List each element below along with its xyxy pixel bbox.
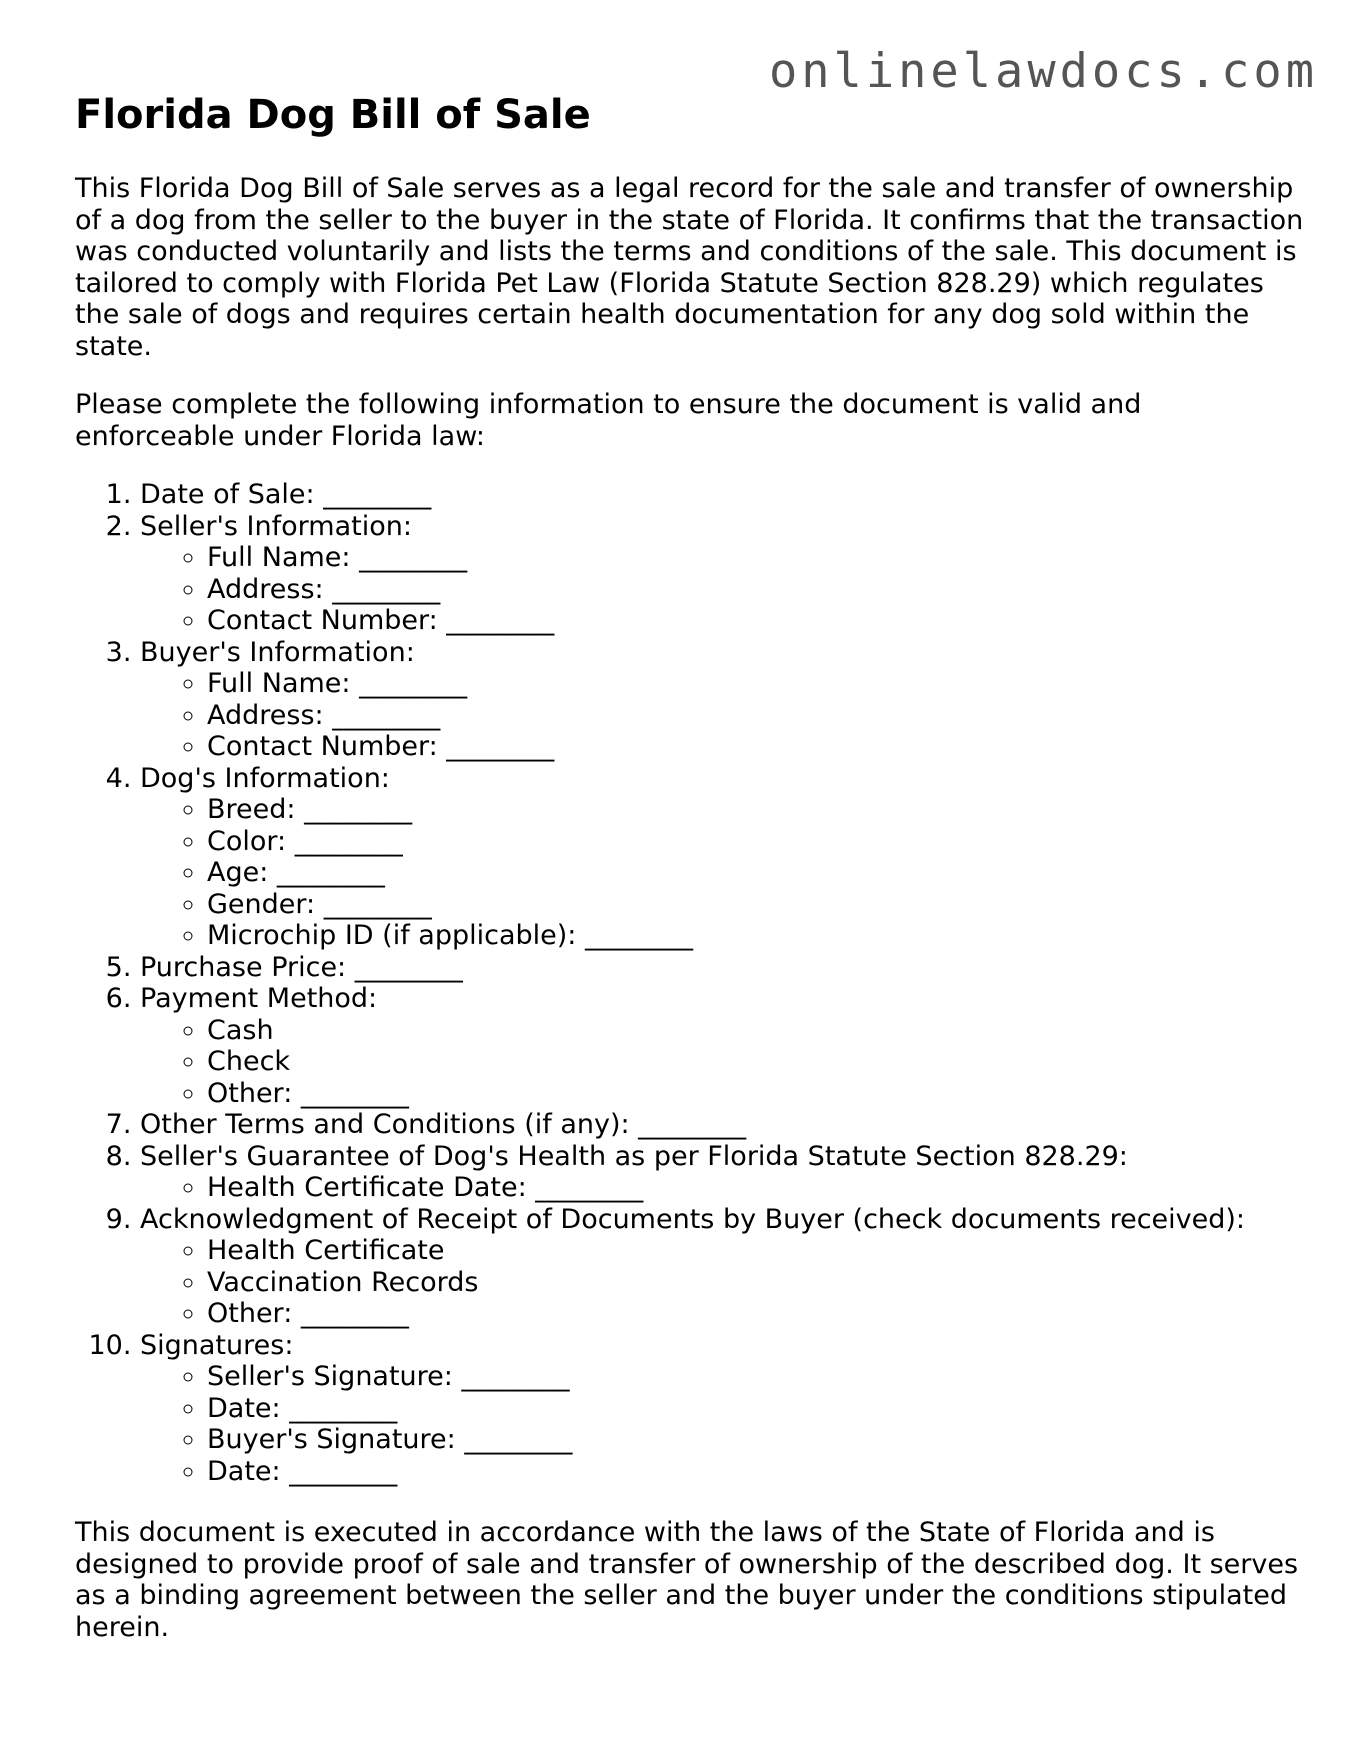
- sub-list-item: ◦ Breed: ________: [207, 794, 1305, 826]
- list-item: [140, 983, 1305, 1109]
- sub-list-item: ◦ Date: ________: [207, 1456, 1305, 1488]
- sub-list-item: ◦ Contact Number: ________: [207, 605, 1305, 637]
- sub-list-item: ◦ Vaccination Records: [207, 1267, 1305, 1299]
- item-label: Acknowledgment of Receipt of Documents by Buyer (check documents received):: [140, 1203, 1246, 1235]
- sub-list-item: ◦ Cash: [207, 1015, 1305, 1047]
- sub-list-item: ◦ Health Certificate Date: ________: [207, 1172, 1305, 1204]
- item-label: Purchase Price: ________: [140, 951, 463, 983]
- list-item: [140, 479, 1305, 511]
- item-label: Buyer's Information:: [140, 636, 415, 668]
- sub-list-item: ◦ Address: ________: [207, 574, 1305, 606]
- sub-list-item: ◦ Full Name: ________: [207, 542, 1305, 574]
- sub-list: [140, 542, 1305, 637]
- item-label: Other Terms and Conditions (if any): ________: [140, 1109, 747, 1140]
- sub-list: [140, 1235, 1305, 1330]
- item-label: Seller's Information:: [140, 510, 412, 542]
- site-watermark: onlinelawdocs.com: [768, 44, 1318, 99]
- sub-list-item: ◦ Other: ________: [207, 1298, 1305, 1330]
- item-label: Seller's Guarantee of Dog's Health as per Florida Statute Section 828.29:: [140, 1140, 1128, 1172]
- sub-list-item: ◦ Check: [207, 1046, 1305, 1078]
- sub-list: [140, 1361, 1305, 1487]
- closing-paragraph: This document is executed in accordance with the laws of the State of Florida and is designed to provide proof of sale and transfer of ownership of the described dog. It serves as a binding agreement between the seller and the buyer under the conditions stipulated herein.: [75, 1517, 1299, 1643]
- item-label: Dog's Information:: [140, 762, 390, 794]
- sub-list-item: ◦ Seller's Signature: ________: [207, 1361, 1305, 1393]
- sub-list: [140, 1015, 1305, 1110]
- instructions-paragraph: Please complete the following information to ensure the document is valid and enforceable under Florida law:: [75, 389, 1142, 452]
- sub-list: [140, 794, 1305, 952]
- sub-list-item: ◦ Other: ________: [207, 1078, 1305, 1110]
- sub-list-item: ◦ Microchip ID (if applicable): ________: [207, 920, 1305, 952]
- list-item: [140, 1204, 1305, 1330]
- sub-list-item: ◦ Age: ________: [207, 857, 1305, 889]
- sub-list: [140, 1172, 1305, 1204]
- sub-list-item: ◦ Address: ________: [207, 700, 1305, 732]
- sub-list-item: ◦ Gender: ________: [207, 889, 1305, 921]
- list-item: [140, 511, 1305, 637]
- sub-list-item: ◦ Date: ________: [207, 1393, 1305, 1425]
- item-label: Payment Method:: [140, 983, 378, 1014]
- item-label: Date of Sale: ________: [140, 479, 432, 510]
- sub-list: [140, 668, 1305, 763]
- list-item: [140, 763, 1305, 952]
- sub-list-item: ◦ Contact Number: ________: [207, 731, 1305, 763]
- document-body: [75, 90, 1305, 1670]
- item-label: Signatures:: [140, 1329, 294, 1361]
- list-item: [140, 637, 1305, 763]
- intro-paragraph: This Florida Dog Bill of Sale serves as a legal record for the sale and transfer of ownership of a dog from the seller to the buyer in the state of Florida. It confirms that the transaction was conducted voluntarily and lists the terms and conditions of the sale. This document is tailored to comply with Florida Pet Law (Florida Statute Section 828.29) which regulates the sale of dogs and requires certain health documentation for any dog sold within the state.: [75, 173, 1304, 362]
- list-item: [140, 1141, 1305, 1204]
- list-item: [140, 952, 1305, 984]
- sub-list-item: ◦ Color: ________: [207, 826, 1305, 858]
- list-item: [140, 1330, 1305, 1488]
- list-item: [140, 1109, 1305, 1141]
- sub-list-item: ◦ Full Name: ________: [207, 668, 1305, 700]
- form-items-list: [75, 479, 1305, 1487]
- sub-list-item: ◦ Buyer's Signature: ________: [207, 1424, 1305, 1456]
- document-title: Florida Dog Bill of Sale: [75, 92, 591, 138]
- sub-list-item: ◦ Health Certificate: [207, 1235, 1305, 1267]
